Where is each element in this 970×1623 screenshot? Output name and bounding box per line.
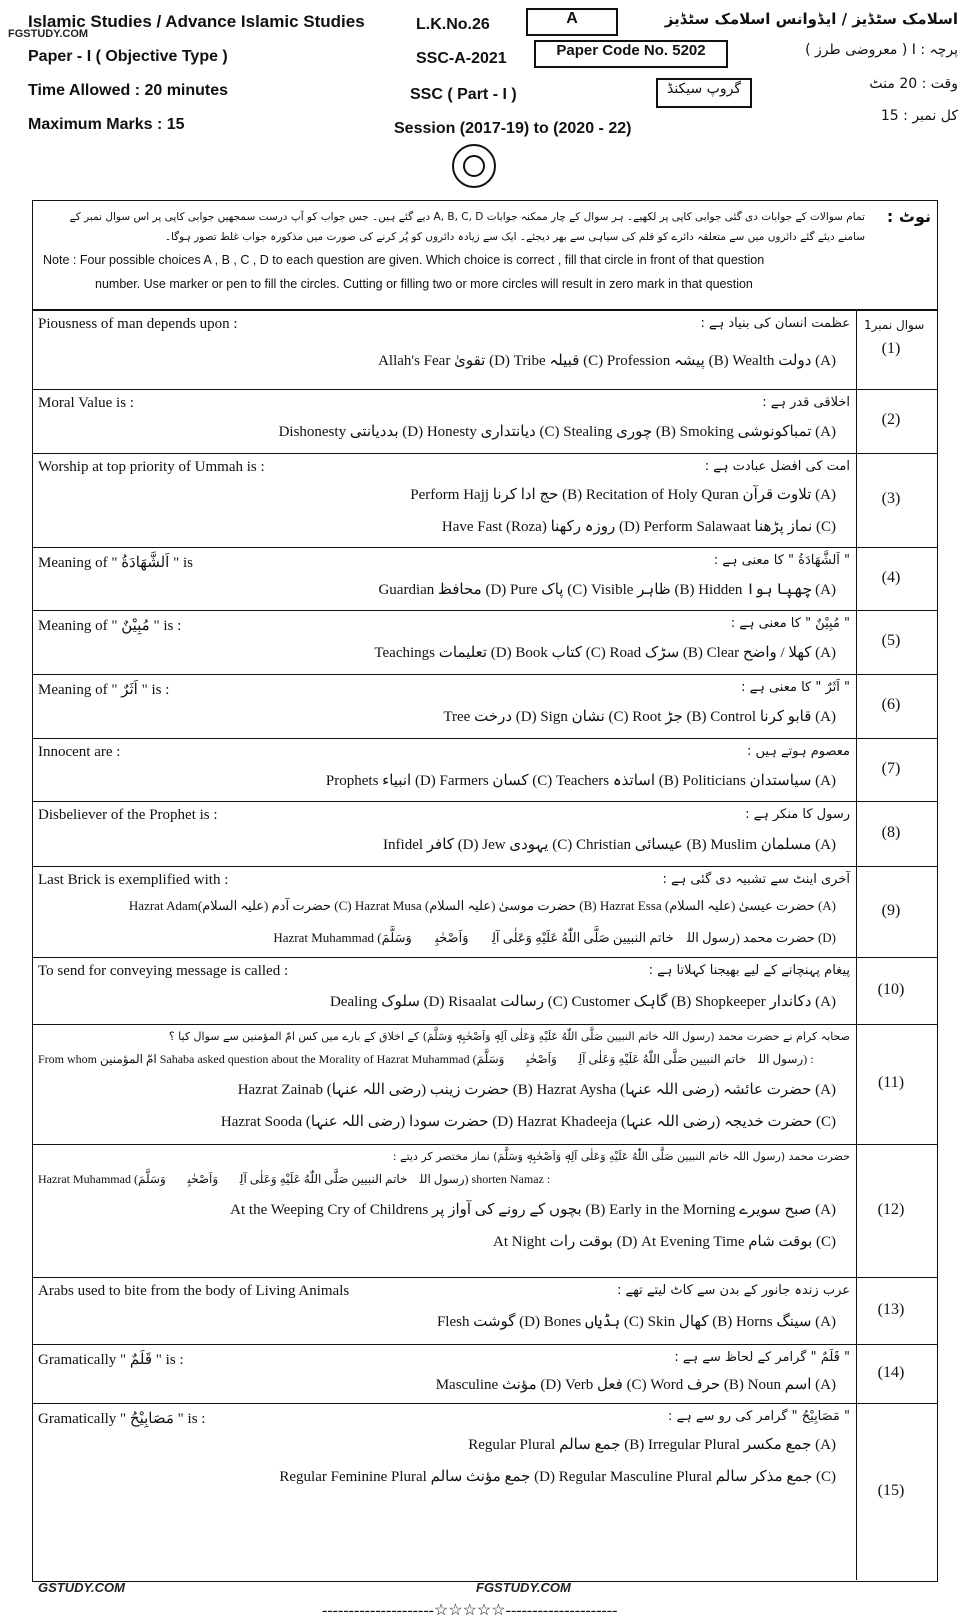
subject-title-en: Islamic Studies / Advance Islamic Studies: [28, 12, 365, 31]
answer-options: Regular Plural جمع سالم (B) Irregular Plural جمع مکسر (A): [468, 1437, 836, 1453]
footer-stars-divider: ---------------------☆☆☆☆☆---------------------: [322, 1602, 618, 1619]
answer-options: Flesh گوشت (D) Bones ہڈیاں (C) Skin کھال (B) Horns سینگ (A): [436, 1314, 836, 1330]
answer-options: Tree درخت (D) Sign نشان (C) Root جڑ (B) Control قابو کرنا (A): [443, 709, 836, 725]
question-text-ur: آخری اینٹ سے تشبیہ دی گئی ہے :: [662, 872, 850, 887]
question-row: [32, 1024, 856, 1144]
question-number: (14): [877, 1364, 905, 1381]
question-number: (3): [881, 490, 901, 507]
answer-options: Regular Feminine Plural جمع مؤنث سالم (D) Regular Masculine Plural جمع مذکر سالم (C): [279, 1469, 836, 1485]
answer-options: Masculine مؤنث (D) Verb فعل (C) Word حرف (B) Noun اسم (A): [435, 1377, 836, 1393]
question-text-en: Innocent are :: [38, 744, 121, 760]
group-label-ur: گروپ سیکنڈ: [666, 81, 742, 97]
group-box: [656, 78, 752, 108]
question-text-ur: عظمت انسان کی بنیاد ہے :: [700, 316, 850, 331]
question-row: [32, 610, 856, 674]
question-row: [32, 1344, 856, 1403]
question-text-ur: " اَثَرٌ " کا معنی ہے :: [741, 680, 850, 695]
question-text-en: Meaning of " اَثَرٌ " is :: [38, 682, 170, 698]
question-row: [32, 1277, 856, 1344]
question-row: [32, 1403, 856, 1580]
question-number: (7): [881, 760, 901, 777]
paper-type-ur: پرچہ : I ( معروضی طرز ): [805, 42, 958, 58]
question-text-en: Moral Value is :: [38, 395, 134, 411]
question-row: [32, 866, 856, 957]
subject-title-ur: اسلامک سٹڈیز / ایڈوانس اسلامک سٹڈیز: [664, 10, 958, 28]
question-number: (9): [881, 902, 901, 919]
question-text-ur: " مُبِيْنٌ " کا معنی ہے :: [730, 616, 850, 631]
question-row: [32, 738, 856, 801]
answer-options: Hazrat Muhammad (رسول اللہ خاتم النبیین صَلَّی اللّٰهُ عَلَیْهِ وَعَلٰی آلِهٖ وَاَصْحٰبِهٖ وَسَلَّمَ) حضرت محمد (D): [273, 930, 836, 945]
question-number: (10): [877, 981, 905, 998]
paper-version-box: [526, 8, 618, 36]
lk-number: L.K.No.26: [416, 16, 490, 33]
time-allowed-en: Time Allowed : 20 minutes: [28, 82, 229, 99]
question-row: [32, 674, 856, 738]
question-text-ur: پیغام پہنچانے کے لیے بھیجنا کہلاتا ہے :: [648, 963, 850, 978]
question-text-en: Gramatically " مَصَابِيْحُ " is :: [38, 1411, 206, 1427]
board-logo-icon: [452, 144, 496, 188]
question-text-en: Arabs used to bite from the body of Living Animals: [38, 1283, 350, 1299]
total-marks-ur: کل نمبر : 15: [880, 108, 958, 124]
question-text-ur: صحابہ کرام نے حضرت محمد (رسول اللہ خاتم النبیین صَلَّی اللّٰهُ عَلَیْهِ وَعَلٰی آلِهٖ وَاَصْحٰبِهٖ وَسَلَّمَ) کے اخلاق کے بارے میں کس امّ المؤمنین سے سوال کیا ؟: [168, 1030, 850, 1043]
question-row: [32, 957, 856, 1024]
question-text-en: Hazrat Muhammad (رسول اللہ خاتم النبیین صَلَّی اللّٰهُ عَلَیْهِ وَعَلٰی آلِهٖ وَاَصْحٰبِهٖ وَسَلَّمَ) shorten Namaz :: [38, 1172, 551, 1186]
question-text-en: Meaning of " اَلشَّهَادَةُ " is: [38, 555, 193, 571]
question-text-en: Meaning of " مُبِيْنٌ " is :: [38, 618, 182, 634]
question-number-divider: [856, 310, 857, 1580]
answer-options: Dealing سلوک (D) Risaalat رسالت (C) Customer گاہک (B) Shopkeeper دکاندار (A): [329, 994, 836, 1010]
question-number: (4): [881, 569, 901, 586]
answer-options: Perform Hajj حج ادا کرنا (B) Recitation of Holy Quran تلاوت قرآن (A): [410, 487, 836, 503]
question-text-ur: " قَلَمٌ " گرامر کے لحاظ سے ہے :: [674, 1350, 850, 1365]
question-text-en: From whom امّ المؤمنین Sahaba asked question about the Morality of Hazrat Muhammad (رسول اللہ خاتم النبیین صَلَّی اللّٰهُ عَلَیْهِ وَعَلٰی آلِهٖ وَاَصْحٰبِهٖ وَسَلَّمَ) :: [38, 1052, 814, 1066]
question-text-en: Worship at top priority of Ummah is :: [38, 459, 265, 475]
question-row: [32, 547, 856, 610]
note-label-ur: نوٹ :: [886, 207, 931, 226]
answer-options: Have Fast (Roza) روزہ رکھنا (D) Perform Salawaat نماز پڑھنا (C): [441, 519, 836, 535]
answer-options: Dishonesty بددیانتی (D) Honesty دیانتداری (C) Stealing چوری (B) Smoking تمباکونوشی (A): [278, 424, 836, 440]
question-number: (8): [881, 824, 901, 841]
answer-options: Hazrat Zainab (رضی اللہ عنہا) حضرت زینب (B) Hazrat Aysha (رضی اللہ عنہا) حضرت عائشہ (A): [237, 1082, 836, 1098]
session: Session (2017-19) to (2020 - 22): [394, 120, 632, 137]
watermark-bottom-center: FGSTUDY.COM: [476, 1580, 571, 1595]
answer-options: Allah's Fear تقویٰ (D) Tribe قبیلہ (C) Profession پیشہ (B) Wealth دولت (A): [378, 353, 836, 369]
answer-options: Hazrat Adam(علیہ السلام) حضرت آدم (C) Hazrat Musa (علیہ السلام) حضرت موسیٰ (B) Hazrat Essa (علیہ السلام) حضرت عیسیٰ (A): [128, 898, 836, 913]
note-line2-en: number. Use marker or pen to fill the circles. Cutting or filling two or more circles will result in zero mark in that question: [95, 277, 753, 291]
question-row: [32, 389, 856, 453]
note-line2-ur: سامنے دیئے گئے دائروں میں سے متعلقہ دائرے کو قلم کی سیاہی سے بھر دیجئے۔ ایک سے زیادہ دائروں کو پُر کرنے کی صورت میں مذکورہ جواب غلط تصور ہوگا۔: [164, 231, 865, 243]
question-number: (15): [877, 1482, 905, 1499]
paper-type-en: Paper - I ( Objective Type ): [28, 48, 228, 65]
answer-options: At the Weeping Cry of Childrens بچوں کے رونے کی آواز پر (B) Early in the Morning صبح سویرے (A): [230, 1202, 836, 1218]
note-line1-ur: تمام سوالات کے جوابات دی گئی جوابی کاپی پر لکھیے۔ ہر سوال کے چار ممکنہ جوابات A, B, C, D دیے گئے ہیں۔ جس جواب کو آپ درست سمجھیں جوابی کاپی پر اس سوال نمبر کے: [69, 211, 865, 223]
paper-code-box: [534, 40, 728, 68]
question-row: [32, 801, 856, 866]
maximum-marks-en: Maximum Marks : 15: [28, 116, 185, 133]
question-text-en: Last Brick is exemplified with :: [38, 872, 229, 888]
question-number: (5): [881, 632, 901, 649]
ssc-year: SSC-A-2021: [416, 50, 507, 67]
answer-options: Infidel کافر (D) Jew یہودی (C) Christian عیسائی (B) Muslim مسلمان (A): [383, 837, 836, 853]
paper-code: Paper Code No. 5202: [556, 42, 706, 59]
watermark-top: FGSTUDY.COM: [8, 28, 89, 40]
question-text-ur: " اَلشَّهَادَةُ " کا معنی ہے :: [713, 553, 850, 568]
answer-options: Guardian محافظ (D) Pure پاک (C) Visible ظاہر (B) Hidden چھپا ہوا (A): [378, 582, 836, 598]
question-text-ur: امت کی افضل عبادت ہے :: [704, 459, 850, 474]
question-text-en: To send for conveying message is called :: [38, 963, 289, 979]
answer-options: Teachings تعلیمات (D) Book کتاب (C) Road سڑک (B) Clear کھلا / واضح (A): [374, 645, 836, 661]
paper-version: A: [566, 10, 578, 27]
column-header-ur: سوال نمبر1: [864, 318, 925, 332]
answer-options: Hazrat Sooda (رضی اللہ عنہا) حضرت سودا (D) Hazrat Khadeeja (رضی اللہ عنہا) حضرت خدیجہ (C): [220, 1114, 836, 1130]
question-number: (11): [877, 1074, 905, 1091]
ssc-part: SSC ( Part - I ): [410, 86, 517, 103]
question-row: [32, 310, 856, 389]
question-text-en: Piousness of man depends upon :: [38, 316, 238, 332]
time-allowed-ur: وقت : 20 منٹ: [869, 76, 958, 92]
instructions-box: [32, 200, 938, 310]
watermark-bottom-left: GSTUDY.COM: [38, 1580, 125, 1595]
question-text-ur: معصوم ہوتے ہیں :: [746, 744, 850, 759]
question-number: (1): [881, 340, 901, 357]
question-text-en: Disbeliever of the Prophet is :: [38, 807, 218, 823]
question-text-ur: رسول کا منکر ہے :: [745, 807, 850, 822]
question-number: (12): [877, 1201, 905, 1218]
question-number: (6): [881, 696, 901, 713]
question-number: (13): [877, 1301, 905, 1318]
question-text-en: Gramatically " قَلَمٌ " is :: [38, 1352, 184, 1368]
answer-options: Prophets انبیاء (D) Farmers کسان (C) Teachers اساتذہ (B) Politicians سیاستدان (A): [325, 773, 836, 789]
question-text-ur: " مَصَابِيْحُ " گرامر کی رو سے ہے :: [668, 1409, 850, 1424]
question-text-ur: عرب زندہ جانور کے بدن سے کاٹ لیتے تھے :: [616, 1283, 850, 1298]
question-number: (2): [881, 411, 901, 428]
answer-options: At Night بوقت رات (D) At Evening Time بوقت شام (C): [493, 1234, 836, 1250]
question-row: [32, 1144, 856, 1277]
note-line1-en: Note : Four possible choices A , B , C , D to each question are given. Which choice is correct , fill that circle in front of that question: [43, 253, 765, 267]
question-row: [32, 453, 856, 547]
question-text-ur: حضرت محمد (رسول اللہ خاتم النبیین صَلَّی اللّٰهُ عَلَیْهِ وَعَلٰی آلِهٖ وَاَصْحٰبِهٖ وَسَلَّمَ) نماز مختصر کر دیتے :: [392, 1150, 850, 1163]
question-text-ur: اخلاقی قدر ہے :: [762, 395, 850, 410]
